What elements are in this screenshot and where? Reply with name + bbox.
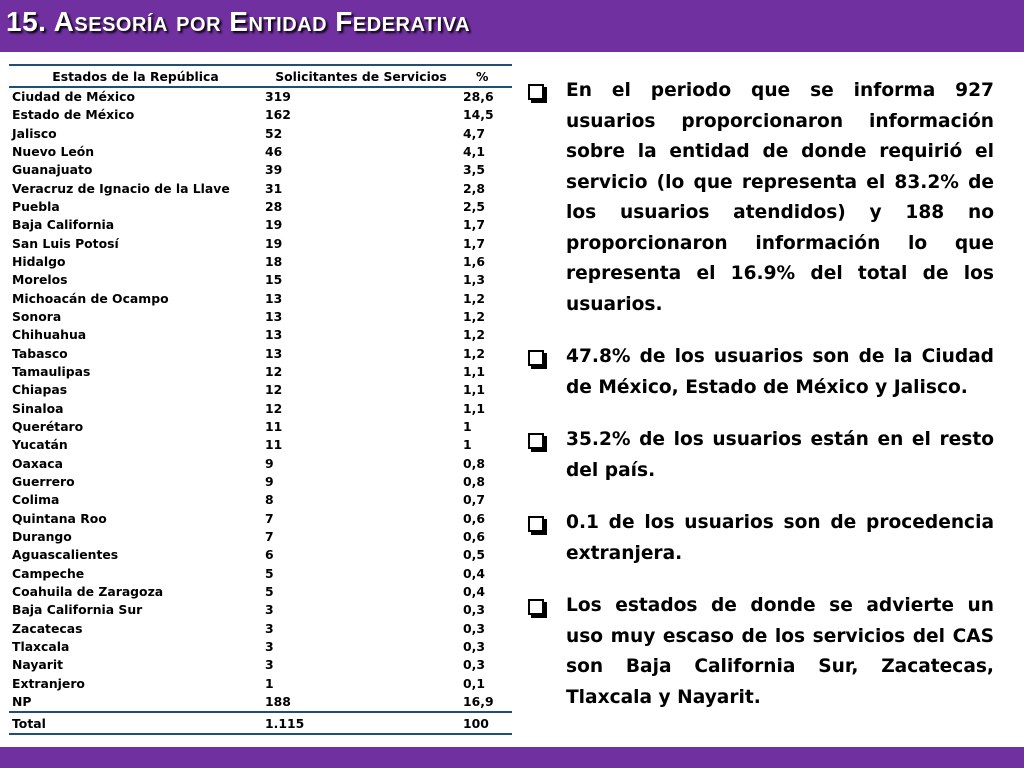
percent-cell: 1,7 <box>463 217 485 233</box>
bullet-text: En el periodo que se informa 927 usuarios proporcionaron información sobre la entidad de donde requirió el servicio (lo que representa el 83.2% de los usuarios atendidos) y 188 no proporcionaron información lo que representa el 16.9% del total de los usuarios. <box>566 80 994 315</box>
header-percent: % <box>460 65 512 87</box>
bullet-item <box>526 76 994 320</box>
table-row <box>9 455 512 473</box>
table-row <box>9 436 512 454</box>
bullet-text: 35.2% de los usuarios están en el resto del país. <box>566 429 994 481</box>
checkbox-bullet-icon <box>528 599 544 615</box>
state-name-cell: Aguascalientes <box>12 547 119 563</box>
state-name-cell: Hidalgo <box>12 253 66 269</box>
percent-cell: 1,2 <box>463 345 485 361</box>
percent-cell: 0,3 <box>463 620 485 636</box>
percent-cell: 0,1 <box>463 675 485 691</box>
state-name-cell: Durango <box>12 529 72 545</box>
state-name-cell: Puebla <box>12 198 60 214</box>
percent-cell: 1,1 <box>463 363 485 379</box>
state-name-cell: Morelos <box>12 272 68 288</box>
applicants-cell: 9 <box>265 455 274 471</box>
applicants-cell: 52 <box>265 125 283 141</box>
applicants-cell: 13 <box>265 345 283 361</box>
table-row <box>9 253 512 271</box>
table-row <box>9 143 512 161</box>
table-row <box>9 620 512 638</box>
state-name-cell: NP <box>9 693 262 712</box>
applicants-cell: 46 <box>265 143 283 159</box>
percent-cell: 1,3 <box>463 272 485 288</box>
state-name-cell: Oaxaca <box>12 455 63 471</box>
state-name-cell: San Luis Potosí <box>12 235 119 251</box>
percent-cell: 1,2 <box>463 327 485 343</box>
table-row <box>9 675 512 693</box>
table-body <box>9 87 512 712</box>
applicants-cell: 5 <box>265 565 274 581</box>
percent-cell: 1,7 <box>463 235 485 251</box>
table-row <box>9 510 512 528</box>
applicants-cell: 8 <box>265 492 274 508</box>
table-row <box>9 161 512 179</box>
applicants-cell: 28 <box>265 198 283 214</box>
applicants-cell: 9 <box>265 474 274 490</box>
percent-cell: 1,2 <box>463 290 485 306</box>
applicants-cell: 12 <box>265 382 283 398</box>
percent-cell: 3,5 <box>463 162 485 178</box>
table-row <box>9 583 512 601</box>
state-name-cell: Baja California <box>12 217 115 233</box>
percent-cell: 4,7 <box>463 125 485 141</box>
table-row <box>9 381 512 399</box>
total-percent: 100 <box>460 712 512 734</box>
bullet-text: 0.1 de los usuarios son de procedencia extranjera. <box>566 512 994 564</box>
table-row <box>9 363 512 381</box>
state-name-cell: Tamaulipas <box>12 363 91 379</box>
percent-cell: 1,2 <box>463 308 485 324</box>
applicants-cell: 188 <box>262 693 460 712</box>
table-row <box>9 179 512 197</box>
applicants-cell: 3 <box>265 639 274 655</box>
table-row <box>9 491 512 509</box>
table-row <box>9 418 512 436</box>
percent-cell: 0,8 <box>463 455 485 471</box>
bullet-item <box>526 425 994 486</box>
percent-cell: 0,5 <box>463 547 485 563</box>
percent-cell: 0,3 <box>463 639 485 655</box>
applicants-cell: 11 <box>265 437 283 453</box>
percent-cell: 1,6 <box>463 253 485 269</box>
percent-cell: 28,6 <box>463 89 494 104</box>
percent-cell: 0,7 <box>463 492 485 508</box>
applicants-cell: 319 <box>265 89 291 104</box>
state-name-cell: Yucatán <box>12 437 68 453</box>
state-name-cell: Ciudad de México <box>12 89 135 104</box>
percent-cell: 1,1 <box>463 382 485 398</box>
applicants-cell: 162 <box>265 107 291 123</box>
table-row <box>9 106 512 124</box>
percent-cell: 1,1 <box>463 400 485 416</box>
applicants-cell: 13 <box>265 290 283 306</box>
state-name-cell: Sonora <box>12 308 62 324</box>
state-name-cell: Colima <box>12 492 60 508</box>
total-count: 1.115 <box>262 712 460 734</box>
state-name-cell: Nuevo León <box>12 143 95 159</box>
percent-cell: 1 <box>463 437 472 453</box>
applicants-cell: 19 <box>265 235 283 251</box>
percent-cell: 0,6 <box>463 510 485 526</box>
table-row <box>9 216 512 234</box>
applicants-cell: 1 <box>265 675 274 691</box>
table-row <box>9 693 512 712</box>
applicants-cell: 13 <box>265 308 283 324</box>
title-bar <box>0 0 1024 52</box>
applicants-cell: 3 <box>265 620 274 636</box>
state-name-cell: Campeche <box>12 565 85 581</box>
table-row <box>9 546 512 564</box>
table-row <box>9 308 512 326</box>
table-row <box>9 289 512 307</box>
state-name-cell: Tlaxcala <box>12 639 70 655</box>
table-row <box>9 344 512 362</box>
applicants-cell: 19 <box>265 217 283 233</box>
header-applicants: Solicitantes de Servicios <box>262 65 460 87</box>
state-name-cell: Quintana Roo <box>12 510 107 526</box>
state-name-cell: Guanajuato <box>12 162 93 178</box>
percent-cell: 0,3 <box>463 602 485 618</box>
state-name-cell: Extranjero <box>12 675 85 691</box>
bullet-item <box>526 342 994 403</box>
state-name-cell: Veracruz de Ignacio de la Llave <box>12 180 230 196</box>
checkbox-bullet-icon <box>528 84 544 100</box>
applicants-cell: 7 <box>265 529 274 545</box>
table-row <box>9 124 512 142</box>
state-name-cell: Jalisco <box>12 125 57 141</box>
percent-cell: 4,1 <box>463 143 485 159</box>
header-states: Estados de la República <box>9 65 262 87</box>
percent-cell: 2,5 <box>463 198 485 214</box>
applicants-cell: 7 <box>265 510 274 526</box>
percent-cell: 16,9 <box>460 693 512 712</box>
state-name-cell: Tabasco <box>12 345 68 361</box>
applicants-cell: 6 <box>265 547 274 563</box>
table-row <box>9 198 512 216</box>
table-total-row <box>9 712 512 734</box>
states-table-container <box>9 64 512 735</box>
bottom-bar <box>0 747 1024 768</box>
bullet-item <box>526 591 994 713</box>
percent-cell: 0,6 <box>463 529 485 545</box>
state-name-cell: Zacatecas <box>12 620 83 636</box>
percent-cell: 14,5 <box>463 107 494 123</box>
percent-cell: 1 <box>463 419 472 435</box>
bullet-text: Los estados de donde se advierte un uso muy escaso de los servicios del CAS son Baja California Sur, Zacatecas, Tlaxcala y Nayarit. <box>566 595 994 708</box>
applicants-cell: 3 <box>265 602 274 618</box>
applicants-cell: 3 <box>265 657 274 673</box>
applicants-cell: 12 <box>265 400 283 416</box>
state-name-cell: Guerrero <box>12 474 75 490</box>
table-row <box>9 638 512 656</box>
state-name-cell: Chihuahua <box>12 327 87 343</box>
applicants-cell: 39 <box>265 162 283 178</box>
state-name-cell: Baja California Sur <box>12 602 143 618</box>
percent-cell: 0,3 <box>463 657 485 673</box>
states-table <box>9 64 512 735</box>
percent-cell: 0,8 <box>463 474 485 490</box>
bullet-item <box>526 508 994 569</box>
state-name-cell: Michoacán de Ocampo <box>12 290 169 306</box>
applicants-cell: 15 <box>265 272 283 288</box>
bullet-text: 47.8% de los usuarios son de la Ciudad de México, Estado de México y Jalisco. <box>566 346 994 398</box>
table-row <box>9 473 512 491</box>
total-label: Total <box>9 712 262 734</box>
table-row <box>9 656 512 674</box>
applicants-cell: 31 <box>265 180 283 196</box>
state-name-cell: Nayarit <box>12 657 64 673</box>
state-name-cell: Sinaloa <box>12 400 64 416</box>
table-header-row <box>9 65 512 87</box>
table-row <box>9 601 512 619</box>
table-row <box>9 565 512 583</box>
page-title: 15. Asesoría por Entidad Federativa <box>6 6 471 37</box>
state-name-cell: Querétaro <box>12 419 84 435</box>
applicants-cell: 11 <box>265 419 283 435</box>
state-name-cell: Estado de México <box>12 107 135 123</box>
checkbox-bullet-icon <box>528 350 544 366</box>
table-row <box>9 271 512 289</box>
table-row <box>9 326 512 344</box>
table-row <box>9 400 512 418</box>
checkbox-bullet-icon <box>528 516 544 532</box>
state-name-cell: Chiapas <box>12 382 68 398</box>
applicants-cell: 12 <box>265 363 283 379</box>
bullet-list <box>526 76 994 735</box>
applicants-cell: 5 <box>265 584 274 600</box>
state-name-cell: Coahuila de Zaragoza <box>12 584 164 600</box>
table-row <box>9 87 512 106</box>
applicants-cell: 13 <box>265 327 283 343</box>
percent-cell: 2,8 <box>463 180 485 196</box>
percent-cell: 0,4 <box>463 565 485 581</box>
percent-cell: 0,4 <box>463 584 485 600</box>
table-row <box>9 234 512 252</box>
applicants-cell: 18 <box>265 253 283 269</box>
checkbox-bullet-icon <box>528 433 544 449</box>
table-row <box>9 528 512 546</box>
